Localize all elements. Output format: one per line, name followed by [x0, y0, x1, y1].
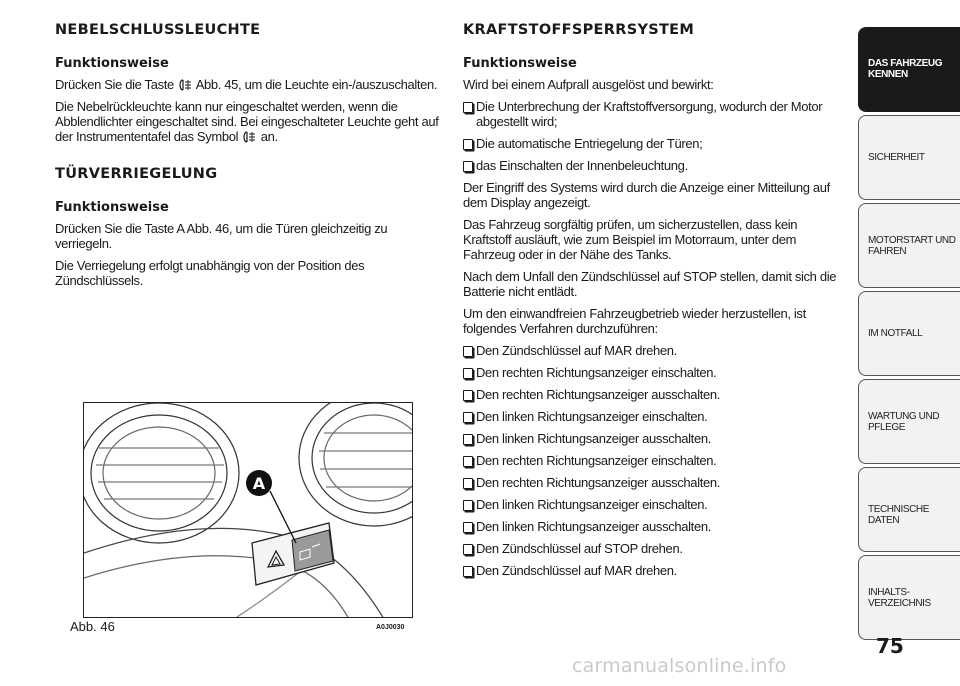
- list-item: Den rechten Richtungsanzeiger ausschalten.: [463, 475, 848, 490]
- list-item: Den rechten Richtungsanzeiger einschalten.: [463, 365, 848, 380]
- tab-technische-daten[interactable]: TECHNISCHE DATEN: [858, 467, 960, 552]
- page-number: 75: [876, 634, 904, 658]
- paragraph-lock-info: Die Verriegelung erfolgt unabhängig von der Position des Zündschlüssels.: [55, 258, 365, 288]
- figure-door-lock-button: [83, 402, 413, 618]
- tab-das-fahrzeug-kennen[interactable]: DAS FAHRZEUG KENNEN: [858, 27, 960, 112]
- paragraph-check-vehicle: Das Fahrzeug sorgfältig prüfen, um sicherzustellen, dass kein Kraftstoff ausläuft, wie zum Beispiel im Motorraum, unter dem Fahrzeug oder in der Nähe des Tanks.: [463, 217, 798, 262]
- paragraph-fog-info: Die Nebelrückleuchte kann nur eingeschaltet werden, wenn die Abblendlichter eingeschaltet sind. Bei eingeschalteter Leuchte geht auf der Instrumententafel das Symbol an.: [55, 99, 439, 144]
- list-item: Die Unterbrechung der Kraftstoffversorgung, wodurch der Motor abgestellt wird;: [463, 99, 848, 129]
- subheading-funktionsweise-1: Funktionsweise: [55, 56, 169, 71]
- list-item: Den linken Richtungsanzeiger ausschalten.: [463, 431, 848, 446]
- list-item: Den rechten Richtungsanzeiger ausschalten.: [463, 387, 848, 402]
- heading-kraftstoffsperrsystem: KRAFTSTOFFSPERRSYSTEM: [463, 22, 695, 38]
- right-column: [463, 22, 848, 585]
- tab-sicherheit[interactable]: SICHERHEIT: [858, 115, 960, 200]
- figure-code: A0J0030: [376, 624, 405, 631]
- subheading-funktionsweise-2: Funktionsweise: [55, 200, 169, 215]
- heading-nebelschlussleuchte: NEBELSCHLUSSLEUCHTE: [55, 22, 261, 38]
- list-item: Den Zündschlüssel auf MAR drehen.: [463, 343, 848, 358]
- bullet-list-procedure: [463, 343, 848, 578]
- fog-light-icon: [241, 131, 257, 143]
- paragraph-key-stop: Nach dem Unfall den Zündschlüssel auf STOP stellen, damit sich die Batterie nicht entlädt.: [463, 269, 837, 299]
- list-item: das Einschalten der Innenbeleuchtung.: [463, 158, 848, 173]
- list-item: Den linken Richtungsanzeiger einschalten.: [463, 497, 848, 512]
- paragraph-procedure: Um den einwandfreien Fahrzeugbetrieb wieder herzustellen, ist folgendes Verfahren durchzuführen:: [463, 306, 806, 336]
- fog-light-icon: [177, 79, 193, 91]
- left-column: [55, 22, 440, 295]
- figure-caption: Abb. 46: [70, 619, 115, 634]
- heading-tuerverriegelung: TÜRVERRIEGELUNG: [55, 166, 218, 182]
- tab-wartung-und-pflege[interactable]: WARTUNG UND PFLEGE: [858, 379, 960, 464]
- figure-marker-a: A: [252, 474, 266, 493]
- list-item: Den Zündschlüssel auf STOP drehen.: [463, 541, 848, 556]
- list-item: Die automatische Entriegelung der Türen;: [463, 136, 848, 151]
- paragraph-fog-button: Drücken Sie die Taste Abb. 45, um die Leuchte ein-/auszuschalten.: [55, 77, 438, 92]
- tab-im-notfall[interactable]: IM NOTFALL: [858, 291, 960, 376]
- paragraph-display-message: Der Eingriff des Systems wird durch die Anzeige einer Mitteilung auf dem Display angezeigt.: [463, 180, 830, 210]
- tab-motorstart-und-fahren[interactable]: MOTORSTART UND FAHREN: [858, 203, 960, 288]
- paragraph-impact: Wird bei einem Aufprall ausgelöst und bewirkt:: [463, 77, 714, 92]
- door-lock-button-panel: [252, 523, 334, 585]
- watermark: carmanualsonline.info: [572, 655, 787, 677]
- list-item: Den linken Richtungsanzeiger einschalten.: [463, 409, 848, 424]
- subheading-funktionsweise-3: Funktionsweise: [463, 56, 577, 71]
- bullet-list-effects: [463, 99, 848, 173]
- paragraph-lock-button: Drücken Sie die Taste A Abb. 46, um die Türen gleichzeitig zu verriegeln.: [55, 221, 388, 251]
- list-item: Den linken Richtungsanzeiger ausschalten.: [463, 519, 848, 534]
- list-item: Den rechten Richtungsanzeiger einschalten.: [463, 453, 848, 468]
- dashboard-illustration: [84, 403, 413, 618]
- list-item: Den Zündschlüssel auf MAR drehen.: [463, 563, 848, 578]
- chapter-tabs: [858, 27, 960, 643]
- tab-inhaltsverzeichnis[interactable]: INHALTS-VERZEICHNIS: [858, 555, 960, 640]
